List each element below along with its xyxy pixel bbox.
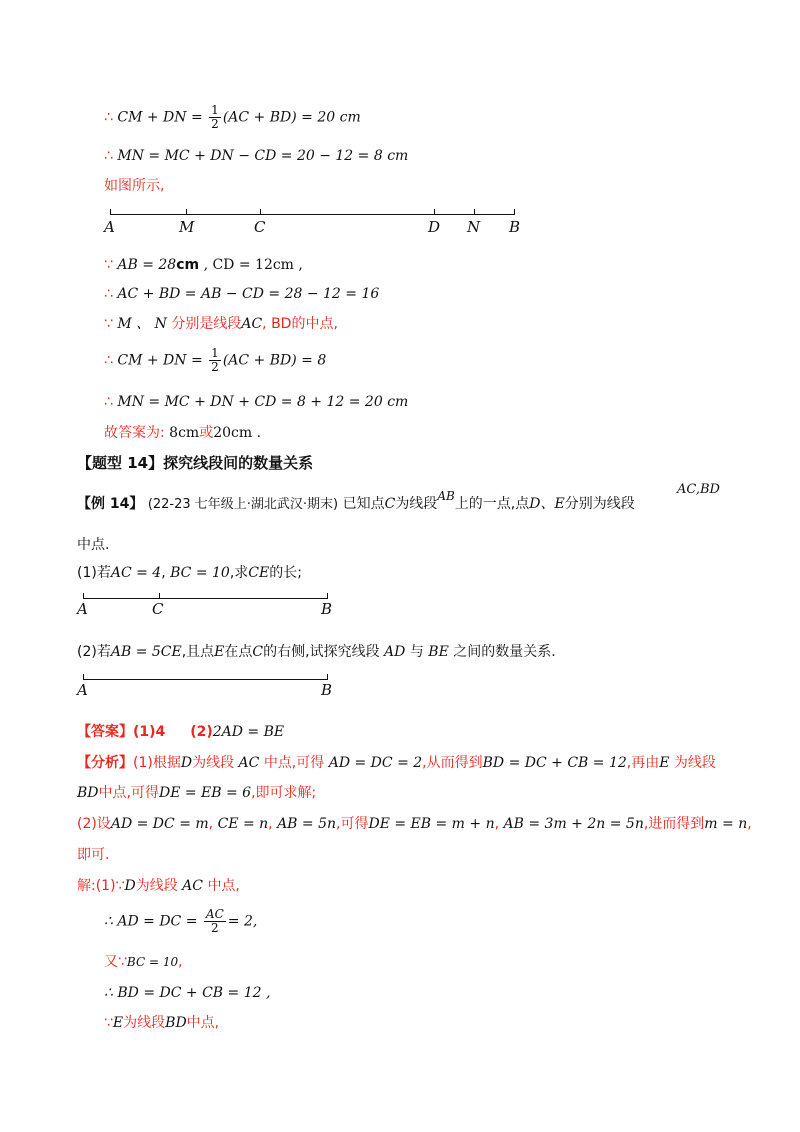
solution2-s5-e: E — [112, 1015, 124, 1031]
analysis-l1-eq2: BD = DC + CB = 12 — [482, 755, 627, 771]
analysis-l2-eq: DE = EB = 6 — [158, 785, 252, 801]
q1-ac: AC = 4 — [110, 565, 162, 581]
ab-equals: AB = 28 — [117, 257, 177, 273]
solution-line-mn-sum — [104, 392, 408, 412]
point-label-a: A — [77, 600, 88, 618]
point-label-c: C — [152, 600, 164, 618]
q2-c: C — [252, 644, 264, 660]
example-text-a: 已知点 — [342, 496, 385, 512]
q2-be: BE — [428, 644, 449, 660]
segment-ab-label: AB — [437, 489, 455, 503]
solution2-s5-bd: BD — [165, 1015, 187, 1031]
section-title: 【题型 14】探究线段间的数量关系 — [77, 454, 314, 472]
equation-left: CM + DN = — [117, 109, 203, 126]
analysis-l3-a: (2)设 — [77, 816, 111, 832]
answer-2-prefix: (2) — [190, 724, 213, 740]
solution2-s2-pre: ∴ AD = DC = — [104, 913, 198, 930]
analysis-l1-eq1: AD = DC = 2 — [328, 755, 423, 771]
analysis-l1-e-point: E — [659, 755, 670, 771]
point-label-b: B — [321, 600, 333, 618]
example-line-2: 中点. — [77, 537, 110, 553]
analysis-l3-k: ,进而得到 — [643, 816, 705, 832]
therefore-symbol: ∴ — [104, 109, 113, 126]
solution2-s5-mid: 中点, — [186, 1015, 220, 1031]
analysis-l1-g: ,从而得到 — [422, 755, 483, 771]
answer-2-equation: 2AD = BE — [212, 724, 285, 740]
answer-label: 故答案为: — [104, 425, 165, 441]
point-label-c: C — [254, 218, 266, 236]
therefore-symbol: ∴ — [104, 394, 113, 410]
analysis-l3-d: CE = n — [217, 816, 269, 832]
segment-ac-bd-label: AC,BD — [677, 482, 720, 497]
example-source: (22-23 七年级上·湖北武汉·期末) — [147, 497, 339, 512]
final-answer-line — [104, 423, 261, 443]
because-symbol: ∵ — [104, 316, 113, 332]
solution-line-mn — [104, 146, 408, 166]
analysis-l1-d-point: D — [180, 755, 193, 771]
analysis-l3-b: AD = DC = m — [110, 816, 209, 832]
example-text-c: 上的一点,点 — [454, 496, 530, 512]
analysis-line-2 — [77, 783, 316, 803]
solution2-s3-b: BC = 10 — [126, 955, 179, 969]
q1-ce: CE — [248, 565, 270, 581]
fraction-ac-over-2: $\frac{AC}{2}$ — [205, 907, 224, 935]
solution-line-midpoints — [104, 314, 338, 334]
mn-sum-equation: MN = MC + DN + CD = 8 + 12 = 20 cm — [117, 394, 409, 410]
q1-suffix: 的长; — [269, 565, 302, 581]
analysis-tag: 【分析】 — [77, 755, 133, 771]
solution2-s5-c: 为线段 — [123, 1015, 166, 1031]
q2-and: 与 — [409, 644, 424, 660]
fraction-half: $\frac{1}{2}$ — [211, 103, 219, 131]
analysis-line-1 — [77, 753, 716, 773]
point-label-a: A — [104, 218, 115, 236]
therefore-symbol: ∴ — [104, 286, 113, 302]
point-label-d: D — [428, 218, 441, 236]
analysis-l3-m: , — [747, 816, 752, 832]
q2-text-k: 之间的数量关系. — [453, 644, 556, 660]
solution2-s1-e: 中点, — [207, 878, 240, 894]
ac-bd-equation: AC + BD = AB − CD = 28 − 12 = 16 — [117, 286, 380, 302]
q2-ab: AB = 5CE — [110, 644, 182, 660]
example-text-b: 为线段 — [395, 496, 438, 512]
fraction-half: $\frac{1}{2}$ — [211, 346, 219, 374]
example-line-1 — [77, 489, 635, 515]
solution2-line-1 — [77, 876, 240, 896]
q2-e: E — [214, 644, 225, 660]
solution2-s1-c: 为线段 — [135, 878, 178, 894]
answer-or: 或 — [199, 425, 214, 441]
solution2-line-2 — [104, 908, 257, 935]
solution-line-ac-bd — [104, 284, 379, 304]
equation-right: (AC + BD) = 20 — [222, 109, 336, 126]
equation-mn: MN = MC + DN − CD = 20 − 12 = 8 cm — [117, 148, 409, 164]
cd-equals: , CD = 12cm , — [203, 257, 303, 273]
points-d-e: D、E — [529, 496, 565, 512]
analysis-l2-b: 中点,可得 — [98, 785, 159, 801]
point-label-n: N — [467, 218, 481, 236]
solution2-line-4: ∴ BD = DC + CB = 12 , — [104, 985, 271, 1001]
comma: , — [262, 316, 267, 332]
solution2-s1-ac: AC — [182, 878, 203, 894]
analysis-l3-g: ,可得 — [336, 816, 369, 832]
answer-period: . — [256, 425, 262, 441]
analysis-l1-a: (1)根据 — [133, 755, 181, 771]
solution-line-cm-dn — [104, 104, 361, 131]
example-text-d: 分别为线段 — [564, 496, 635, 512]
analysis-line-3 — [77, 814, 752, 834]
point-label-b: B — [321, 681, 333, 699]
analysis-l3-c: , — [208, 816, 214, 832]
analysis-l1-c: 为线段 — [192, 755, 235, 771]
q2-text-g: 的右侧,试探究线段 — [263, 644, 380, 660]
unit-cm: cm — [339, 109, 361, 126]
analysis-l2-d: ,即可求解; — [251, 785, 317, 801]
segment-ac: AC — [241, 316, 263, 332]
point-label-m: M — [179, 218, 195, 236]
therefore-symbol: ∴ — [104, 352, 113, 369]
solution-line-ab-cd — [104, 255, 303, 275]
solution2-s1-d: D — [124, 878, 136, 894]
figure-caption: 如图所示, — [104, 178, 165, 194]
analysis-line-4: 即可. — [77, 847, 110, 863]
midpoint-text: 分别是线段 — [171, 316, 242, 332]
solution-line-cm-dn-8 — [104, 347, 326, 374]
solution2-s3-a: 又∵ — [104, 954, 127, 970]
cm-dn-left: CM + DN = — [117, 352, 203, 369]
analysis-l2-bd: BD — [77, 785, 99, 801]
analysis-l3-l: m = n — [704, 816, 748, 832]
point-label-a: A — [77, 681, 88, 699]
q2-prefix: (2)若 — [77, 644, 111, 660]
solution2-s3-c: , — [178, 954, 183, 970]
q1-ask: ,求 — [229, 565, 249, 581]
q1-comma: , — [161, 565, 166, 581]
answer-tag: 【答案】 — [77, 724, 133, 740]
example-tag: 【例 14】 — [77, 496, 144, 512]
analysis-l3-j: AB = 3m + 2n = 5n — [503, 816, 644, 832]
analysis-l1-ac: AC — [238, 755, 260, 771]
analysis-l1-k: 为线段 — [673, 755, 716, 771]
answer-line — [77, 722, 284, 742]
solution2-line-5 — [104, 1013, 219, 1033]
solution2-s5-a: ∵ — [104, 1015, 113, 1031]
m-n-points: M 、 N — [117, 316, 167, 332]
analysis-l3-f: AB = 5n — [277, 816, 337, 832]
analysis-l1-i: ,再由 — [626, 755, 660, 771]
analysis-l3-h: DE = EB = m + n — [368, 816, 495, 832]
answer-8cm: 8cm — [169, 425, 200, 441]
q1-prefix: (1)若 — [77, 565, 111, 581]
because-symbol: ∵ — [104, 257, 113, 273]
ab-unit: cm — [176, 257, 200, 273]
q1-bc: BC = 10 — [170, 565, 230, 581]
analysis-l3-e: , — [268, 816, 273, 832]
point-c: C — [384, 496, 396, 512]
bd-midpoint: BD的中点, — [271, 316, 338, 332]
answer-20cm: 20cm — [213, 425, 253, 441]
q2-ad: AD — [384, 644, 406, 660]
point-label-b: B — [509, 218, 521, 236]
answer-1: (1)4 — [133, 724, 166, 740]
q2-text-e: 在点 — [224, 644, 253, 660]
question-1 — [77, 563, 302, 583]
cm-dn-right: (AC + BD) = 8 — [222, 352, 327, 369]
solution2-s2-post: = 2, — [227, 913, 258, 930]
analysis-l1-e: 中点,可得 — [263, 755, 325, 771]
analysis-l3-i: , — [494, 816, 500, 832]
solution2-line-3 — [104, 952, 183, 972]
solution2-s1-a: 解:(1)∵ — [77, 878, 125, 894]
q2-text-c: ,且点 — [181, 644, 215, 660]
question-2 — [77, 642, 556, 662]
therefore-symbol: ∴ — [104, 148, 113, 164]
